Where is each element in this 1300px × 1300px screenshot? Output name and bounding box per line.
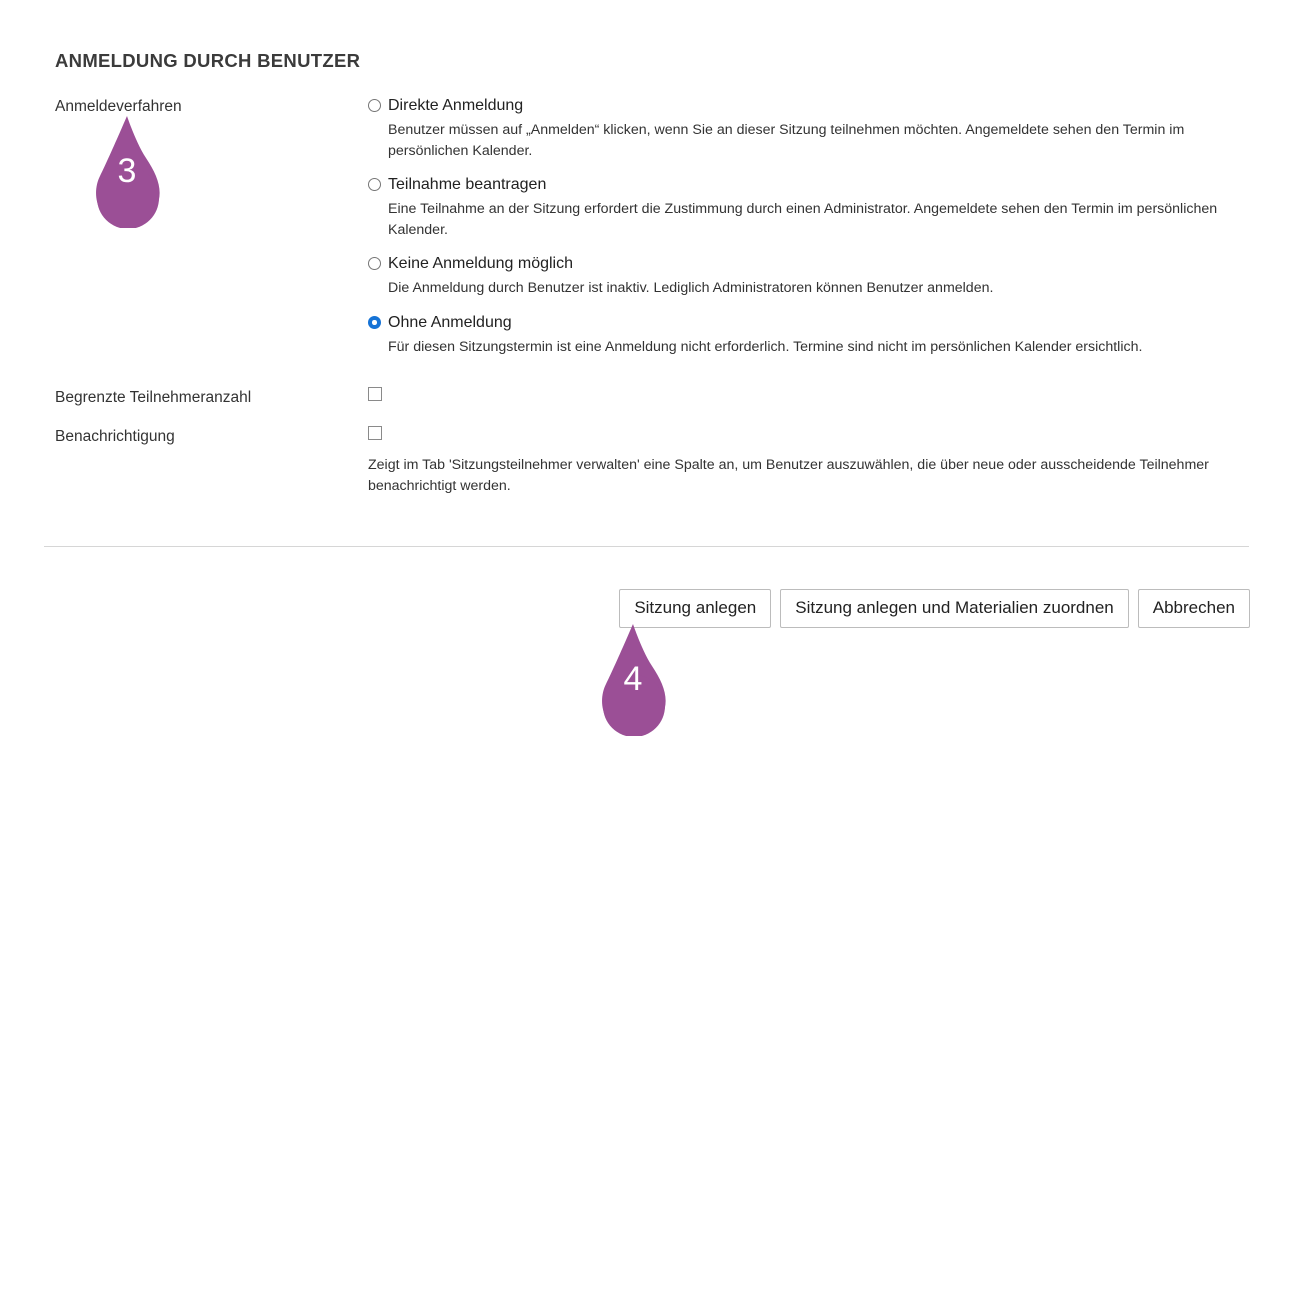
option-teilnahme-beantragen[interactable] bbox=[368, 175, 1250, 240]
field-begrenzte-teilnehmeranzahl bbox=[365, 387, 1250, 406]
option-ohne-anmeldung[interactable] bbox=[368, 313, 1250, 358]
option-label-teilnahme-beantragen: Teilnahme beantragen bbox=[388, 176, 547, 194]
radio-teilnahme-beantragen[interactable] bbox=[368, 178, 381, 191]
option-head-teilnahme-beantragen[interactable] bbox=[368, 175, 1250, 194]
field-benachrichtigung bbox=[365, 426, 1250, 496]
checkbox-benachrichtigung[interactable] bbox=[368, 426, 382, 440]
radio-direkte-anmeldung[interactable] bbox=[368, 99, 381, 112]
option-direkte-anmeldung[interactable] bbox=[368, 96, 1250, 161]
cancel-button[interactable]: Abbrechen bbox=[1138, 589, 1250, 628]
form-actions bbox=[619, 589, 1250, 628]
create-session-button[interactable]: Sitzung anlegen bbox=[619, 589, 771, 628]
radio-keine-anmeldung-moeglich[interactable] bbox=[368, 257, 381, 270]
option-label-ohne-anmeldung: Ohne Anmeldung bbox=[388, 313, 512, 331]
field-row-benachrichtigung bbox=[55, 426, 1250, 496]
create-session-with-materials-button[interactable]: Sitzung anlegen und Materialien zuordnen bbox=[780, 589, 1129, 628]
label-anmeldeverfahren: Anmeldeverfahren bbox=[55, 98, 182, 115]
option-head-direkte-anmeldung[interactable] bbox=[368, 96, 1250, 115]
option-description-teilnahme-beantragen: Eine Teilnahme an der Sitzung erfordert die Zustimmung durch einen Administrator. Angemeldete sehen den Termin im persönlichen Kalender. bbox=[388, 201, 1218, 238]
description-benachrichtigung: Zeigt im Tab 'Sitzungsteilnehmer verwalten' eine Spalte an, um Benutzer auszuwählen, die über neue oder ausscheidende Teilnehmer benachrichtigt werden. bbox=[368, 457, 1209, 494]
option-description-ohne-anmeldung: Für diesen Sitzungstermin ist eine Anmeldung nicht erforderlich. Termine sind nicht im persönlichen Kalender ersichtlich. bbox=[388, 338, 1143, 355]
page-title: ANMELDUNG DURCH BENUTZER bbox=[55, 50, 361, 71]
option-head-ohne-anmeldung[interactable] bbox=[368, 313, 1250, 332]
option-keine-anmeldung-moeglich[interactable] bbox=[368, 254, 1250, 299]
callout-number-4: 4 bbox=[623, 660, 643, 698]
label-benachrichtigung: Benachrichtigung bbox=[55, 428, 175, 446]
field-row-begrenzte-teilnehmeranzahl bbox=[55, 387, 1250, 409]
field-row-anmeldeverfahren bbox=[55, 96, 1250, 371]
option-label-direkte-anmeldung: Direkte Anmeldung bbox=[388, 97, 524, 114]
callout-pin-3 bbox=[88, 116, 166, 228]
option-head-keine-anmeldung-moeglich[interactable] bbox=[368, 254, 1250, 273]
radio-ohne-anmeldung[interactable] bbox=[368, 316, 381, 329]
label-begrenzte-teilnehmeranzahl: Begrenzte Teilnehmeranzahl bbox=[55, 389, 252, 407]
form-divider bbox=[44, 546, 1249, 547]
option-description-keine-anmeldung-moeglich: Die Anmeldung durch Benutzer ist inaktiv. Lediglich Administratoren können Benutzer anmelden. bbox=[388, 280, 994, 297]
registration-settings-form bbox=[55, 96, 1250, 496]
option-label-keine-anmeldung-moeglich: Keine Anmeldung möglich bbox=[388, 255, 574, 273]
radio-group-anmeldeverfahren bbox=[365, 96, 1250, 371]
callout-pin-4 bbox=[594, 624, 672, 736]
checkbox-begrenzte-teilnehmeranzahl[interactable] bbox=[368, 387, 382, 401]
option-description-direkte-anmeldung: Benutzer müssen auf „Anmelden“ klicken, wenn Sie an dieser Sitzung teilnehmen möchten. Angemeldete sehen den Termin im persönlichen Kalender. bbox=[388, 122, 1185, 159]
callout-number-3: 3 bbox=[117, 152, 137, 190]
